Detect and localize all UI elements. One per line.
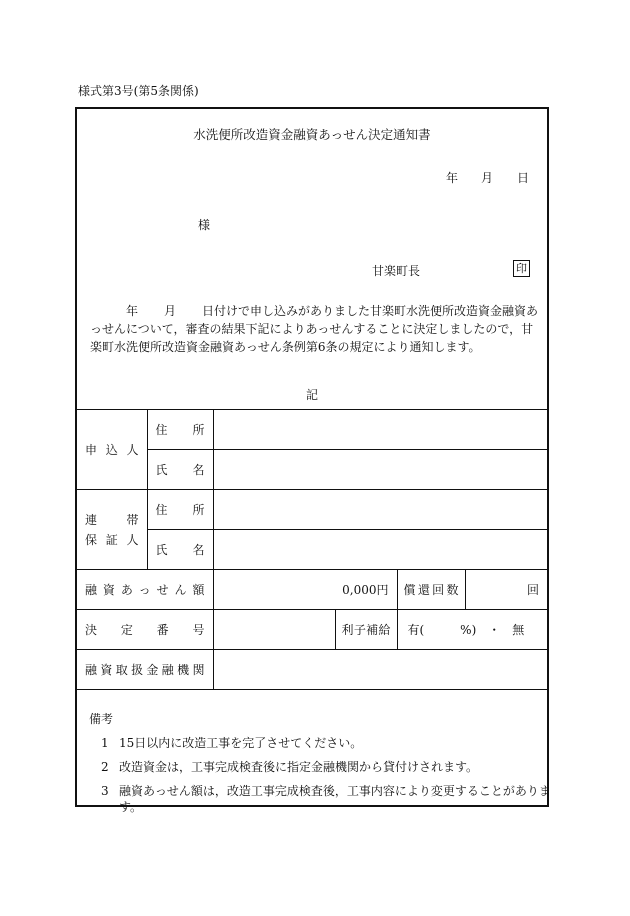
applicant-address-label: 住所 [147, 410, 213, 450]
table-row [77, 650, 547, 690]
decision-number-field[interactable] [213, 610, 335, 650]
institution-label: 融資取扱金融機関 [77, 650, 213, 690]
table-row [77, 530, 547, 570]
table-row [77, 610, 547, 650]
note-item: 1 15日以内に改造工事を完了させてください。 [101, 736, 363, 750]
note-item: 2 改造資金は，工事完成検査後に指定金融機関から貸付けされます。 [101, 760, 479, 774]
interest-subsidy-value[interactable]: 有( %) ・ 無 [397, 610, 547, 650]
applicant-label: 申込人 [77, 410, 147, 490]
date-month: 月 [481, 171, 494, 185]
form-number: 様式第3号(第5条関係) [78, 84, 199, 98]
table-row [77, 490, 547, 530]
guarantor-name-label: 氏名 [147, 530, 213, 570]
date-year: 年 [446, 171, 459, 185]
institution-field[interactable] [213, 650, 547, 690]
applicant-name-field[interactable] [213, 450, 547, 490]
issuer: 甘楽町長 [372, 264, 421, 278]
document-title: 水洗便所改造資金融資あっせん決定通知書 [193, 127, 431, 142]
ki-heading: 記 [305, 388, 318, 402]
decision-number-label: 決定番号 [77, 610, 213, 650]
loan-amount-value[interactable]: 0,000円 [213, 570, 397, 610]
applicant-name-label: 氏名 [147, 450, 213, 490]
loan-amount-label: 融資あっせん額 [77, 570, 213, 610]
table-row [77, 410, 547, 450]
repay-count-unit[interactable]: 回 [465, 570, 547, 610]
table-row [77, 450, 547, 490]
guarantor-label: 連帯 保証人 [77, 490, 147, 570]
notice-body [90, 302, 542, 356]
applicant-address-field[interactable] [213, 410, 547, 450]
table-row [77, 570, 547, 610]
details-table [77, 409, 547, 690]
guarantor-address-field[interactable] [213, 490, 547, 530]
seal-mark: 印 [513, 260, 530, 277]
note-item: 3 融資あっせん額は，改造工事完成検査後，工事内容により変更することがあります。 [101, 784, 551, 814]
addressee-suffix: 様 [198, 218, 211, 232]
notice-document [75, 107, 551, 814]
body-year: 年 [126, 304, 139, 318]
repay-count-label: 償還回数 [397, 570, 465, 610]
body-month: 月 [164, 304, 177, 318]
date-day: 日 [517, 171, 530, 185]
body-text: 日付けで申し込みがありました甘楽町水洗便所改造資金融資あっせんについて，審査の結果下記によりあっせんすることに決定しましたので，甘楽町水洗便所改造資金融資あっせん条例第6条の規定により通知します。 [90, 304, 539, 354]
guarantor-address-label: 住所 [147, 490, 213, 530]
guarantor-name-field[interactable] [213, 530, 547, 570]
notes-heading: 備考 [89, 712, 114, 726]
interest-subsidy-label: 利子補給 [335, 610, 397, 650]
